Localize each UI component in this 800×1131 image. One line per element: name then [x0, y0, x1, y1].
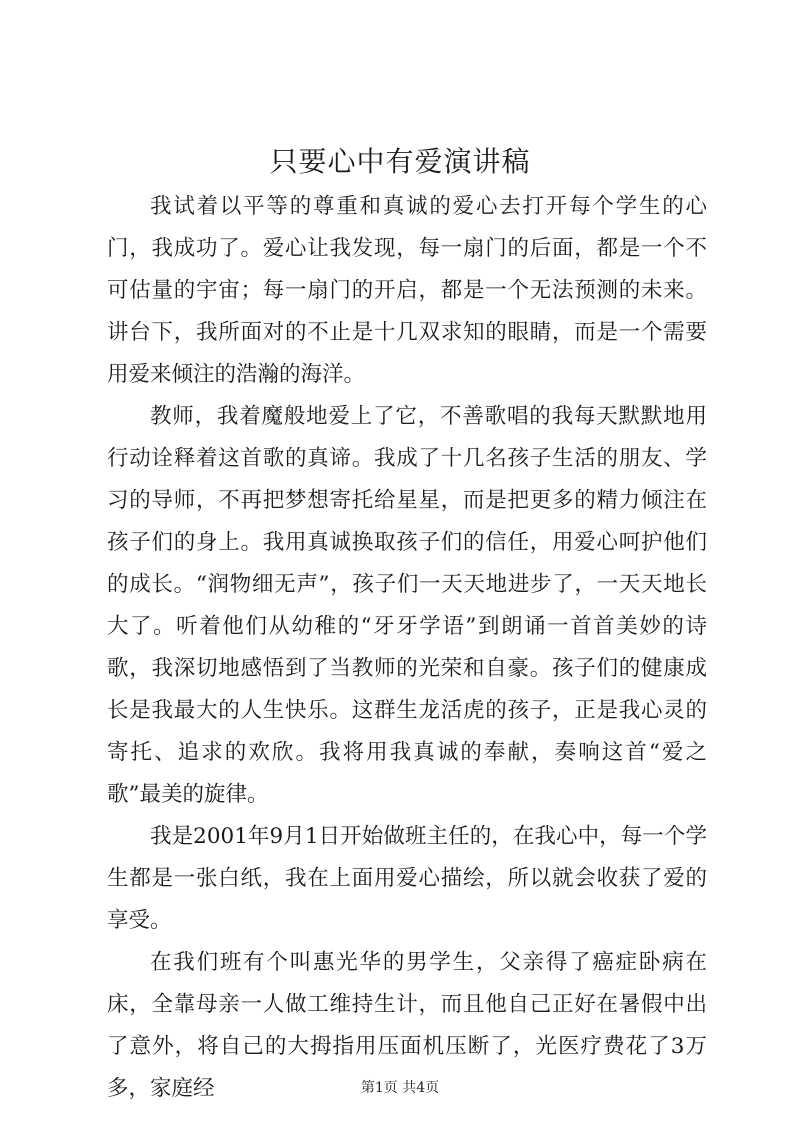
paragraph-1: 我试着以平等的尊重和真诚的爱心去打开每个学生的心门，我成功了。爱心让我发现，每一扇门的后面，都是一个不可估量的宇宙；每一扇门的开启，都是一个无法预测的未来。讲台下，我所面对的不止是十几双求知的眼睛，而是一个需要用爱来倾注的浩瀚的海洋。 — [107, 194, 707, 387]
paragraph-4: 在我们班有个叫惠光华的男学生，父亲得了癌症卧病在床，全靠母亲一人做工维持生计，而且他自己正好在暑假中出了意外，将自己的大拇指用压面机压断了，光医疗费花了3万多，家庭经 — [107, 950, 707, 1101]
page-footer: 第1页 共4页 — [360, 1080, 440, 1096]
paragraph-3: 我是2001年9月1日开始做班主任的，在我心中，每一个学生都是一张白纸，我在上面用爱心描绘，所以就会收获了爱的享受。 — [107, 824, 707, 933]
paragraph-2: 教师，我着魔般地爱上了它，不善歌唱的我每天默默地用行动诠释着这首歌的真谛。我成了十几名孩子生活的朋友、学习的导师，不再把梦想寄托给星星，而是把更多的精力倾注在孩子们的身上。我用真诚换取孩子们的信任，用爱心呵护他们的成长。“润物细无声”，孩子们一天天地进步了，一天天地长大了。听着他们从幼稚的“牙牙学语”到朗诵一首首美妙的诗歌，我深切地感悟到了当教师的光荣和自豪。孩子们的健康成长是我最大的人生快乐。这群生龙活虎的孩子，正是我心灵的寄托、追求的欢欣。我将用我真诚的奉献，奏响这首“爱之歌”最美的旋律。 — [107, 404, 707, 807]
document-body — [107, 186, 707, 1110]
document-title: 只要心中有爱演讲稿 — [269, 145, 531, 178]
